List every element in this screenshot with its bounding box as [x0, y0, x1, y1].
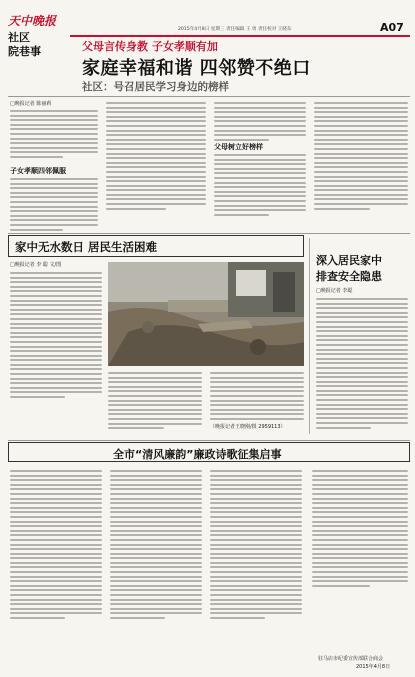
- story2-text-col1: [10, 272, 102, 401]
- story2-headline: 家中无水数日 居民生活困难: [8, 235, 304, 257]
- story2-byline: □晚报记者 李 聪 文/图: [10, 262, 62, 268]
- story4-headline: 全市“清风廉韵”廉政诗歌征集启事: [8, 442, 410, 462]
- story4-signature-org: 驻马店市纪委宣传部联合商会: [318, 656, 384, 662]
- date-line: 2015年4月8日 星期三 责任编辑 王 勇 责任校对 王晓东: [178, 27, 292, 32]
- story4-text-col2: [110, 470, 202, 622]
- divider: [8, 96, 410, 97]
- lead-text-col4: [314, 102, 408, 212]
- section-name-line1: 社区: [8, 31, 30, 44]
- story4-text-col4: [312, 470, 408, 589]
- lead-text-col1b: [10, 178, 98, 233]
- column-divider: [309, 238, 310, 434]
- section-name-line2: 院巷事: [8, 45, 41, 58]
- lead-side-title: 子女孝顺四邻佩服: [10, 167, 66, 175]
- lead-text-col3a: [214, 102, 306, 143]
- page-code: A07: [380, 21, 404, 34]
- divider: [8, 233, 410, 234]
- story3-headline-line2: 排查安全隐患: [316, 270, 382, 283]
- masthead-rule: [70, 35, 410, 37]
- story3-byline: □晚报记者 李聪: [316, 288, 353, 294]
- divider: [8, 440, 410, 441]
- story4-text-col1: [10, 470, 102, 622]
- story2-caption: （晚报记者王晓刚/摄 2959113）: [210, 424, 286, 430]
- story4-signature-date: 2015年4月8日: [356, 664, 391, 670]
- story3-text: [316, 298, 408, 431]
- lead-headline: 家庭幸福和谐 四邻赞不绝口: [82, 58, 311, 79]
- story2-text-col3: [210, 372, 304, 423]
- construction-site-photo: [108, 262, 304, 366]
- lead-photo-title: 父母树立好榜样: [214, 143, 263, 151]
- lead-text-col2: [106, 102, 206, 212]
- lead-subhead: 社区：号召居民学习身边的榜样: [82, 81, 229, 93]
- lead-byline: □晚报记者 陈丽莉: [10, 101, 52, 107]
- story2-text-col2: [108, 372, 202, 432]
- story2-photo: [108, 262, 304, 366]
- story4-text-col3: [210, 470, 302, 622]
- story3-headline-line1: 深入居民家中: [316, 254, 382, 267]
- lead-text-col3b: [214, 154, 306, 218]
- paper-logo: 天中晚报: [8, 14, 57, 28]
- lead-kicker: 父母言传身教 子女孝顺有加: [82, 40, 218, 53]
- lead-text-col1a: [10, 110, 98, 161]
